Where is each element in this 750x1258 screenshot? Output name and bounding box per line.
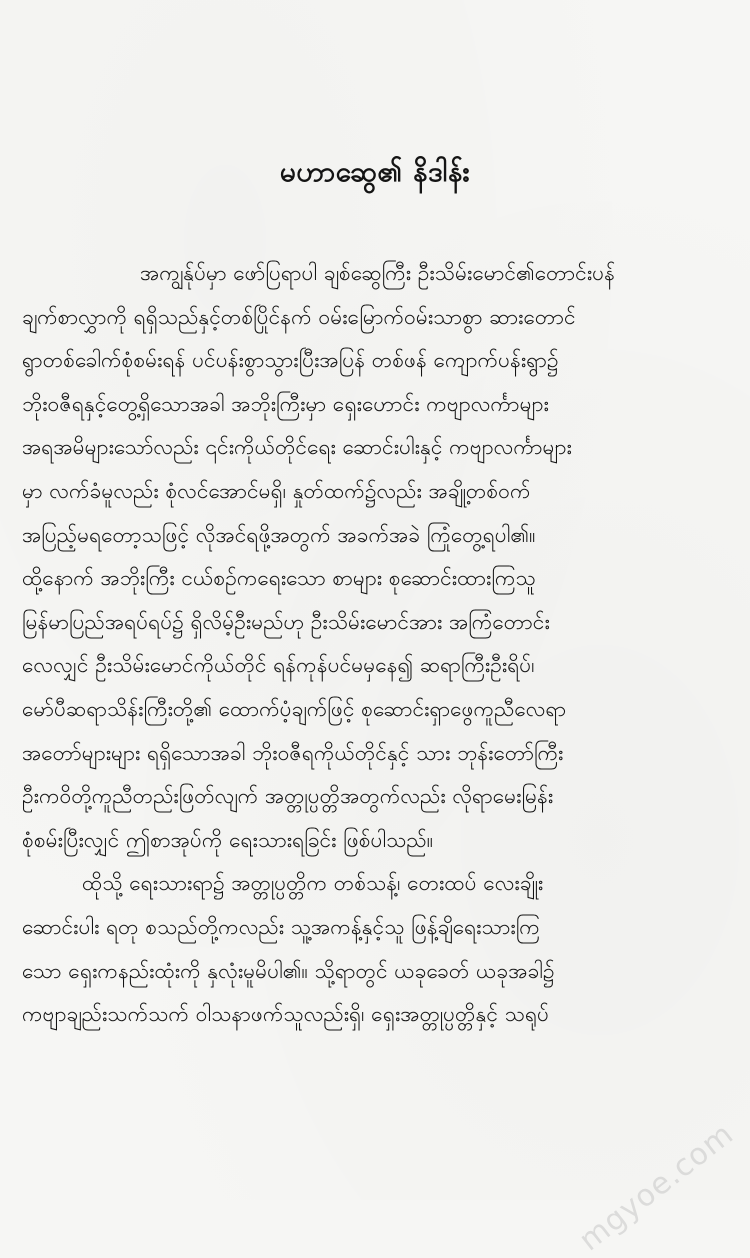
text-line: မော်ပီဆရာသိန်းကြီးတို့၏ ထောက်ပံ့ချက်ဖြင့် စုဆောင်းရှာဖွေကူညီလေရာ xyxy=(22,696,567,721)
page-title: မဟာဆွေ၏ နိဒါန်း xyxy=(279,155,471,188)
text-line: ချက်စာလွှာကို ရရှိသည်နှင့်တစ်ပြိုင်နက် ဝမ်းမြောက်ဝမ်းသာစွာ ဆားတောင် xyxy=(22,304,576,329)
text-line: အကျွန်ုပ်မှာ ဖော်ပြရာပါ ချစ်ဆွေကြီး ဦးသိမ်းမောင်၏တောင်းပန် xyxy=(140,261,616,285)
text-line: မြန်မာပြည်အရပ်ရပ်၌ ရှိလိမ့်ဦးမည်ဟု ဦးသိမ်းမောင်အား အကြံတောင်း xyxy=(22,609,550,634)
body-text xyxy=(22,252,728,1037)
text-line: ဆောင်းပါး ရတု စသည်တို့ကလည်း သူ့အကန့်နှင့်သူ ဖြန့်ချိရေးသားကြ xyxy=(22,914,540,939)
text-line: ဘိုးဝဇီရနှင့်တွေ့ရှိသောအခါ အဘိုးကြီးမှာ ရှေးဟောင်း ကဗျာလင်္ကာများ xyxy=(22,391,549,416)
text-line: အပြည့်မရတော့သဖြင့် လိုအင်ရဖို့အတွက် အခက်အခဲ ကြုံတွေ့ရပါ၏။ xyxy=(22,522,536,547)
text-line: လေလျှင် ဦးသိမ်းမောင်ကိုယ်တိုင် ရန်ကုန်ပင်မမှနေ၍ ဆရာကြီးဦးရိပ်၊ xyxy=(22,653,535,678)
text-line: ထိုသို့ ရေးသားရာ၌ အတ္တုပ္ပတ္တိက တစ်သန့်၊ တေးထပ် လေးချိုး xyxy=(82,871,544,896)
text-line: ထို့နောက် အဘိုးကြီး ငယ်စဉ်ကရေးသော စာများ စုဆောင်းထားကြသူ xyxy=(22,566,536,591)
text-line: အရအမိများသော်လည်း ၎င်းကိုယ်တိုင်ရေး ဆောင်းပါးနှင့် ကဗျာလင်္ကာများ xyxy=(22,435,572,460)
text-line: မှာ လက်ခံမူလည်း စုံလင်အောင်မရှိ၊ နှုတ်ထက်၌လည်း အချို့တစ်ဝက် xyxy=(22,478,531,503)
text-line: ကဗျာချည်းသက်သက် ဝါသနာဖက်သူလည်းရှိ၊ ရှေးအတ္တုပ္ပတ္တိနှင့် သရုပ် xyxy=(22,1002,549,1027)
text-line: သော ရှေးကနည်းထုံးကို နှလုံးမူမိပါ၏။ သို့ရာတွင် ယခုခေတ် ယခုအခါ၌ xyxy=(22,958,555,983)
watermark-text: mgyoe.com xyxy=(572,1116,740,1258)
text-line: အတော်များများ ရရှိသောအခါ ဘိုးဝဇီရကိုယ်တိုင်နှင့် သား ဘုန်းတော်ကြီး xyxy=(22,740,564,765)
text-line: ဦးကဝိတို့ကူညီတည်းဖြတ်လျက် အတ္တုပ္ပတ္တိအတွက်လည်း လိုရာမေးမြန်း xyxy=(22,784,554,809)
text-line: ရွာတစ်ခေါက်စုံစမ်းရန် ပင်ပန်းစွာသွားပြီးအပြန် တစ်ဖန် ကျောက်ပန်းရွာ၌ xyxy=(22,348,559,373)
text-line: စုံစမ်းပြီးလျှင် ဤစာအုပ်ကို ရေးသားရခြင်း ဖြစ်ပါသည်။ xyxy=(22,827,434,852)
